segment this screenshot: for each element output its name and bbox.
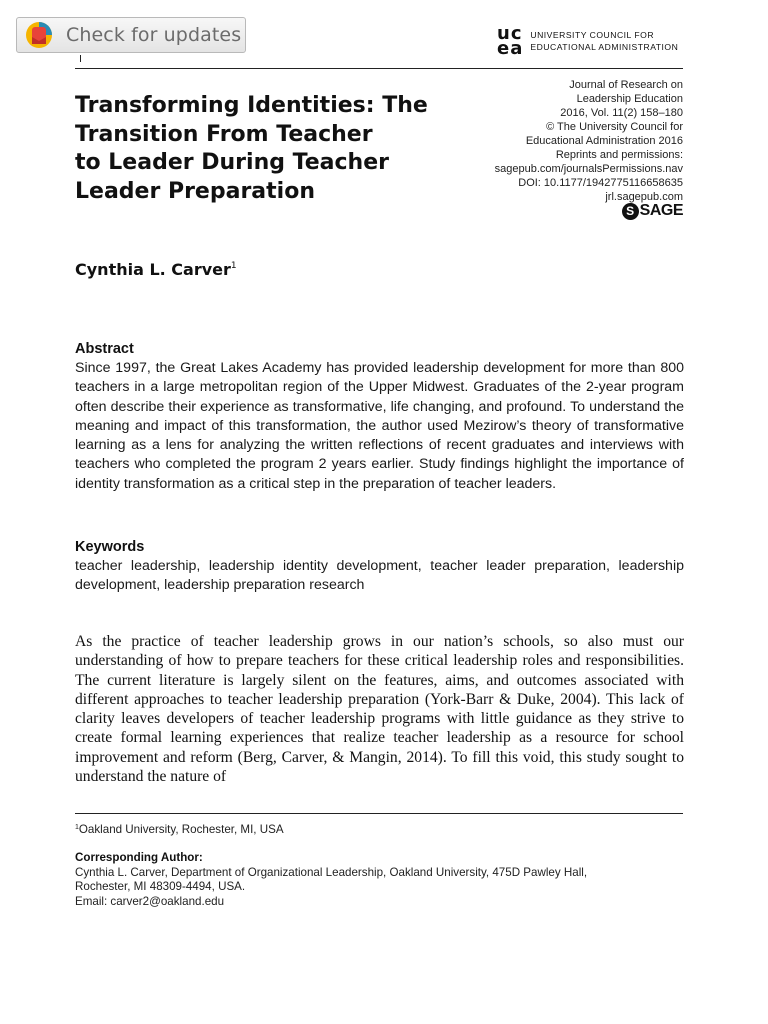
corresponding-author-details [75,866,684,909]
ucea-name-line-1: UNIVERSITY COUNCIL FOR [530,30,655,40]
corr-line: Cynthia L. Carver, Department of Organizational Leadership, Oakland University, 475D Pawley Hall, [75,866,588,879]
journal-info [470,78,683,204]
footnote-rule [75,813,683,814]
sage-wordmark: SAGE [639,202,683,219]
journal-line: Educational Administration 2016 [525,135,683,147]
ucea-mono-top: uc [497,23,523,44]
check-for-updates-label: Check for updates [66,24,242,46]
email-link[interactable]: Email: carver2@oakland.edu [75,894,225,908]
keywords-heading: Keywords [75,539,145,555]
journal-line: Reprints and permissions: [555,149,683,161]
affiliation-text: Oakland University, Rochester, MI, USA [78,823,284,836]
journal-line: Journal of Research on [569,79,683,91]
author-text: Cynthia L. Carver [75,260,231,279]
corr-line: Rochester, MI 48309-4494, USA. [75,880,246,894]
abstract-heading: Abstract [75,341,134,357]
header-tick [80,55,81,62]
title-line: Transition From Teacher [75,121,373,147]
sage-logo [622,202,683,220]
ucea-logo [497,24,678,58]
journal-site-link[interactable]: jrl.sagepub.com [605,191,683,203]
journal-line: © The University Council for [546,121,683,133]
header-rule [75,68,683,69]
title-line: to Leader During Teacher [75,150,389,175]
body-paragraph: As the practice of teacher leadership grows in our nation’s schools, so also must our understanding of how to prepare teachers for these critical leadership roles and responsibilities. The current literature is largely silent on the features, aims, and outcomes associated with different approaches to teacher leadership preparation (York-Barr & Duke, 2004). This lack of clarity leaves developers of teacher leadership programs with little guidance as they strive to create formal learning experiences that realize teacher leadership as a resource for school improvement and reform (Berg, Carver, & Mangin, 2014). To fill this void, this study sought to understand the nature of [75,633,684,786]
permissions-link[interactable]: sagepub.com/journalsPermissions.nav [494,163,683,175]
check-for-updates-button[interactable] [16,17,246,53]
sage-mark: S [622,203,639,220]
journal-line: 2016, Vol. 11(2) 158–180 [560,107,683,119]
doi-link[interactable]: DOI: 10.1177/1942775116658635 [518,177,683,189]
article-title [75,92,475,206]
ucea-mono-bottom: ea [497,38,524,59]
ucea-name-line-2: EDUCATIONAL ADMINISTRATION [530,42,679,52]
author-name [75,260,237,279]
crossmark-icon [24,20,54,50]
corresponding-author-heading: Corresponding Author: [75,851,203,864]
affil-marker: 1 [75,824,79,831]
abstract-text: Since 1997, the Great Lakes Academy has provided leadership development for more than 800 teachers in a large metropolitan region of the Upper Midwest. Graduates of the 2-year program often describe their experience as transformative, life changing, and profound. To understand the meaning and impact of this transformation, the author used Mezirow’s theory of transformative learning as a lens for analyzing the written reflections of recent graduates and interviews with teachers who completed the program 2 years earlier. Study findings highlight the importance of identity transformation as a critical step in the preparation of teacher leaders. [75,360,684,492]
title-line: Leader Preparation [75,178,315,204]
journal-line: Leadership Education [576,93,683,105]
keywords-text: teacher leadership, leadership identity development, teacher leader preparation, leadership development, leadership preparation research [75,558,684,594]
author-affil-marker: 1 [230,261,237,271]
title-line: Transforming Identities: The [75,93,428,118]
affiliation [75,823,284,836]
